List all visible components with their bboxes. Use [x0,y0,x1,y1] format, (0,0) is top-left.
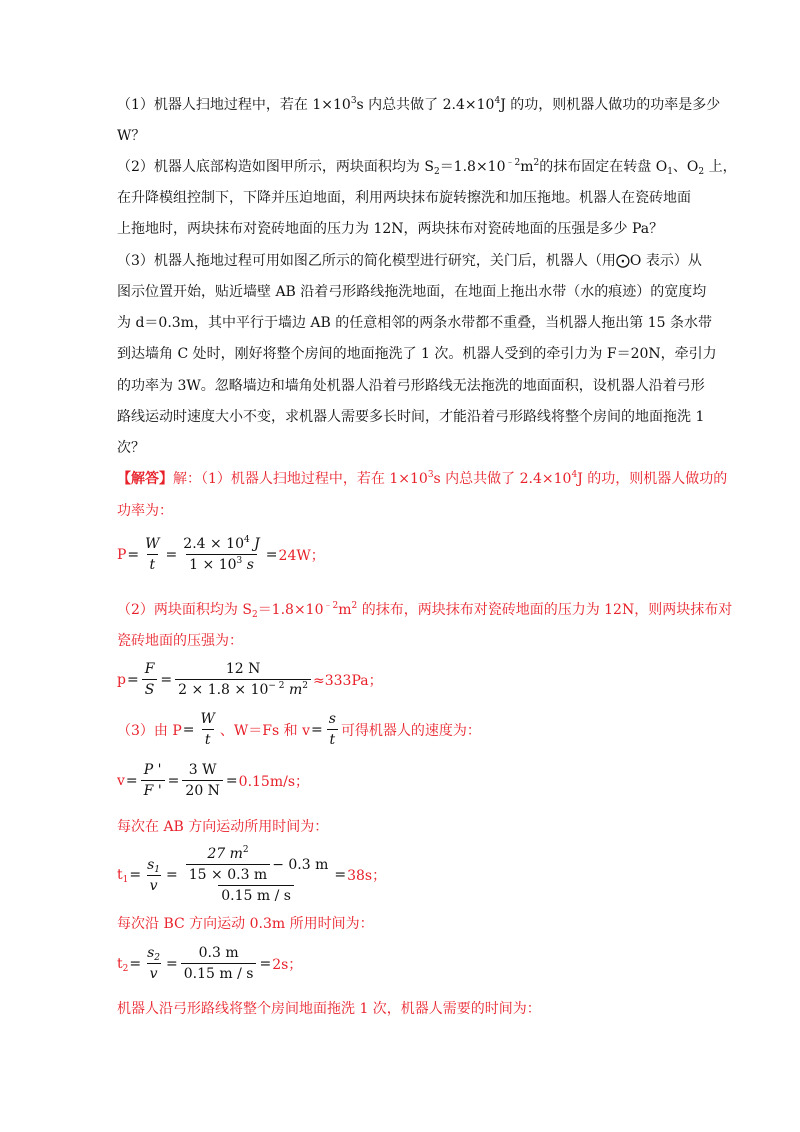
fraction-work-over-time: $\frac{2.4 \times 10^4 J}{1 \times 10^3 s}$ [183,535,260,573]
inline-fraction-s-over-t: $\frac{s}{t}$ [326,711,339,748]
fraction-area-over-width: $\frac{27 m^2}{15 \times 0.3 m}$ [186,846,270,883]
fraction-s1-over-v: $\frac{s_1}{v}$ [147,856,161,894]
fraction-3w-over-20n: $\frac{3 W}{20 N}$ [182,762,223,799]
fraction-f-over-s: $\frac{F}{S}$ [142,661,158,698]
answer-line-4: 瓷砖地面的压强为： [117,633,243,649]
formula-t1: $t_1$ = $\frac{s_1}{v}$ = $\frac{27 m^2}{15 \times 0.3 m}$ − 0.3 m 0.15 m / s = 38s； [117,845,387,904]
question-1-line-1: （1）机器人扫地过程中，若在 $1\times 10^3s$ 内总共做了 $2.4\times 10^4J$ 的功，则机器人做功的功率是多少 [117,96,721,113]
formula-pressure: p = $\frac{F}{S}$ = $\frac{12 N}{2 \times 1.8 \times 10^{- 2} m^2}$ ≈333Pa； [117,661,383,698]
question-3-line-4: 到达墙角 C 处时，刚好将整个房间的地面拖洗了 1 次。机器人受到的牵引力为 F＝20N，牵引力 [117,346,717,362]
question-1-line-2: W？ [117,128,146,144]
question-2-line-3: 上拖地时，两块抹布对瓷砖地面的压力为 12N，两块抹布对瓷砖地面的压强是多少 Pa？ [117,221,664,237]
answer-line-3: （2）两块面积均为 $S_2=1.8\times 10^{﹣2}m^2$ 的抹布，两块抹布对瓷砖地面的压力为 12N，则两块抹布对 [117,601,733,620]
question-3-line-5: 的功率为 3W。忽略墙边和墙角处机器人沿着弓形路线无法拖洗的地面面积，设机器人沿着弓形 [117,378,705,394]
question-2-line-1: （2）机器人底部构造如图甲所示，两块面积均为 $S_2=1.8\times 10^{﹣2}m^2$的抹布固定在转盘 $O_1$、$O_2$ 上， [117,158,737,177]
answer-line-8: 机器人沿弓形路线将整个房间地面拖洗 1 次，机器人需要的时间为： [117,1001,541,1017]
fraction-width-over-speed: $\frac{0.3 m}{0.15 m / s}$ [181,945,257,982]
question-2-line-2: 在升降模组控制下，下降并压迫地面，利用两块抹布旋转擦洗和加压拖地。机器人在瓷砖地面 [117,190,691,206]
question-3-line-1: （3）机器人拖地过程可用如图乙所示的简化模型进行研究，关门后，机器人（用⨀O 表示）从 [117,253,702,269]
fraction-s2-over-v: $\frac{s_2}{v}$ [147,945,161,982]
answer-line-7: 每次沿 BC 方向运动 0.3m 所用时间为： [117,916,374,932]
fraction-compound-time: $\frac{27 m^2}{15 \times 0.3 m}$ − 0.3 m 0.15 m / s [181,846,332,904]
inline-fraction-w-over-t: $\frac{W}{t}$ [200,711,215,748]
formula-power: P = $\frac{W}{t}$ = $\frac{2.4 \times 10^4 J}{1 \times 10^3 s}$ = 24W； [117,535,325,573]
fraction-p-over-f: $\frac{P '}{F '}$ [141,762,165,799]
formula-t2: $t_2$ = $\frac{s_2}{v}$ = $\frac{0.3 m}{0.15 m / s}$ = 2s； [117,945,303,982]
answer-tag: 【解答】 [117,471,173,487]
question-3-line-6: 路线运动时速度大小不变，求机器人需要多长时间，才能沿着弓形路线将整个房间的地面拖洗 1 [117,409,705,425]
fraction-force-over-area: $\frac{12 N}{2 \times 1.8 \times 10^{- 2} m^2}$ [175,661,311,698]
question-3-line-2: 图示位置开始，贴近墙壁 AB 沿着弓形路线拖洗地面，在地面上拖出水带（水的痕迹）的宽度均 [117,284,707,300]
answer-line-1: 【解答】解：（1）机器人扫地过程中，若在 $1\times 10^3s$ 内总共做了 $2.4\times 10^4J$ 的功，则机器人做功的 [117,470,728,487]
answer-line-2: 功率为： [117,503,173,519]
formula-velocity: v = $\frac{P '}{F '}$ = $\frac{3 W}{20 N}$ = 0.15m/s； [117,762,310,799]
question-3-line-7: 次？ [117,440,145,456]
fraction-w-over-t: $\frac{W}{t}$ [145,536,160,573]
answer-line-6: 每次在 AB 方向运动所用时间为： [117,819,329,835]
answer-line-5: （3）由 P = $\frac{W}{t}$ 、W＝Fs 和 v = $\frac{s}{t}$ 可得机器人的速度为： [117,711,481,748]
question-3-line-3: 为 d＝0.3m，其中平行于墙边 AB 的任意相邻的两条水带都不重叠，当机器人拖出第 15 条水带 [117,315,712,331]
